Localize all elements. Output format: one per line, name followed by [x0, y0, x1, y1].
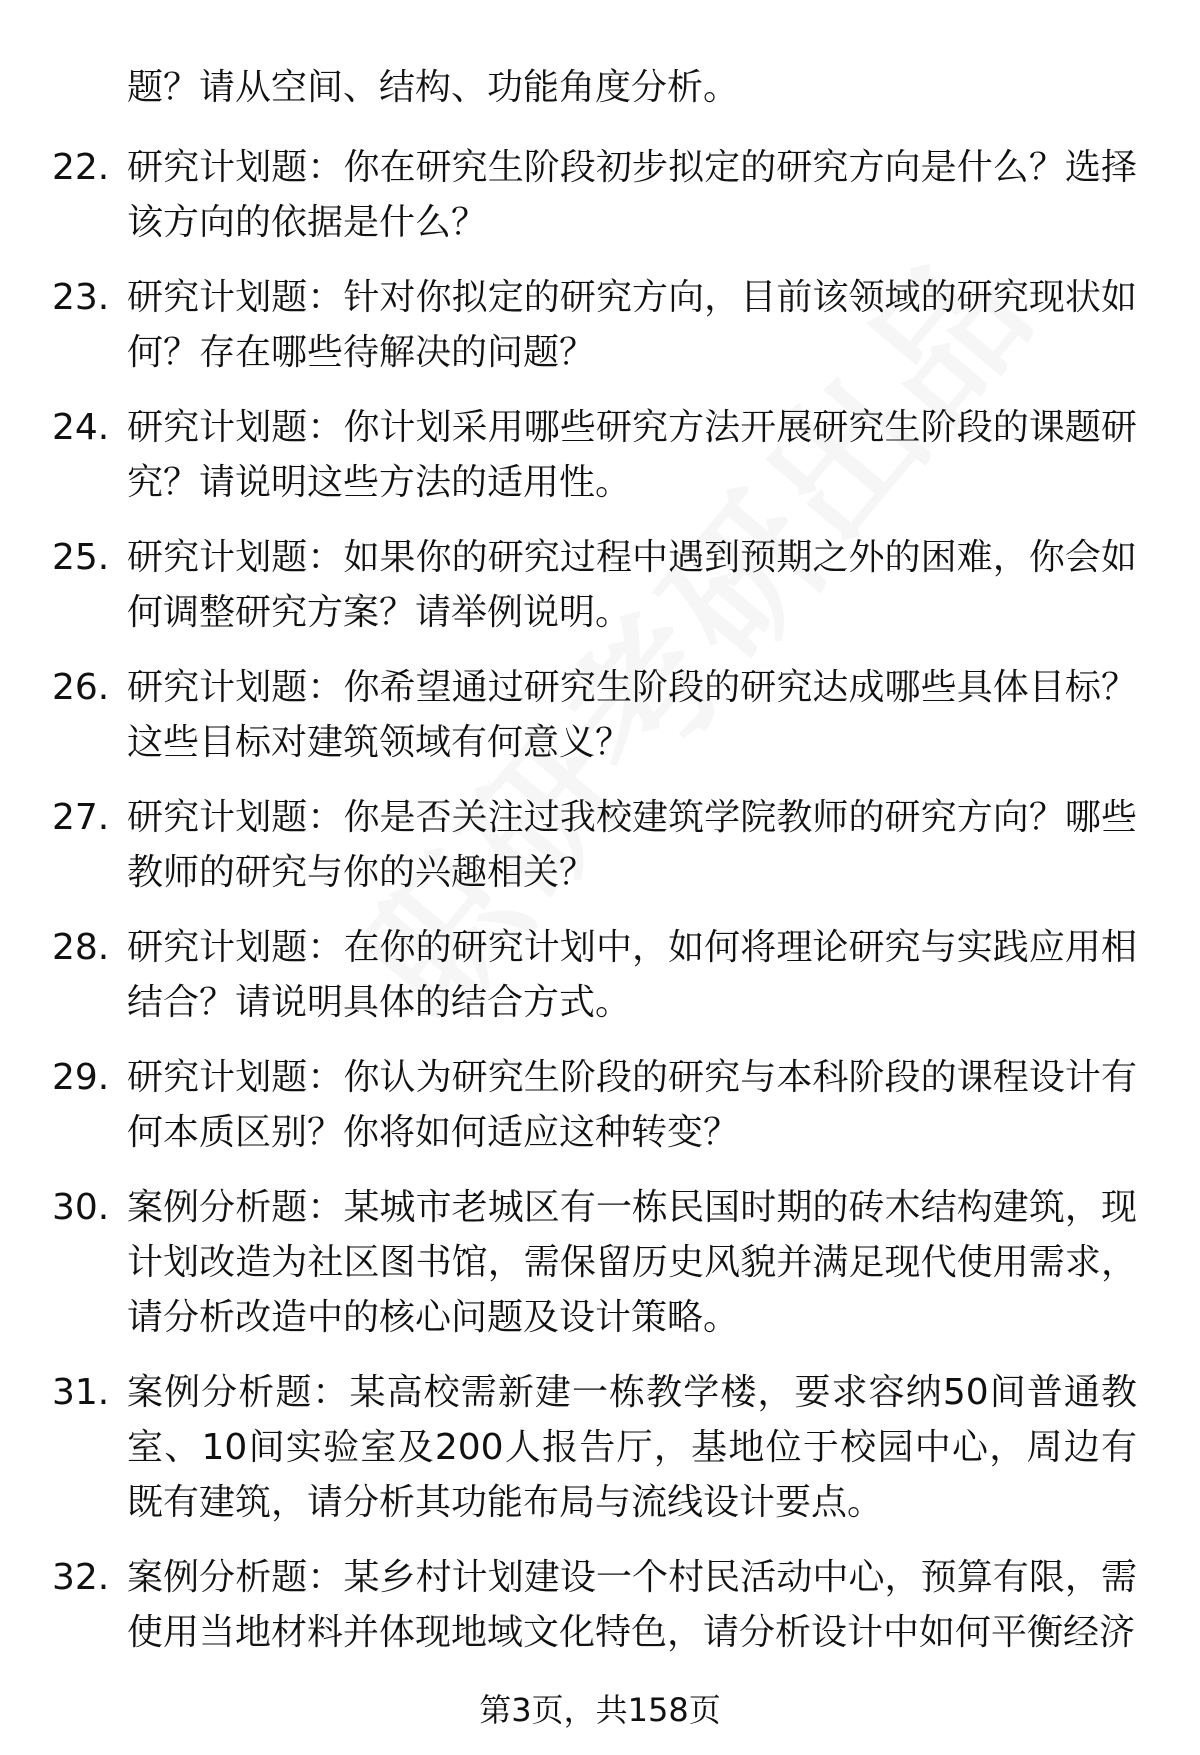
question-number: 27.: [52, 797, 110, 838]
question-number: 32.: [52, 1557, 110, 1598]
question-item-25: [0, 530, 1200, 660]
question-item-22: [0, 140, 1200, 270]
question-number: 29.: [52, 1057, 110, 1098]
question-text: 案例分析题：某高校需新建一栋教学楼，要求容纳50间普通教室、10间实验室及200人报告厅，基地位于校园中心，周边有既有建筑，请分析其功能布局与流线设计要点。: [127, 1372, 1137, 1523]
page-footer: 第3页，共158页: [479, 1691, 721, 1729]
question-item-28: [0, 920, 1200, 1050]
question-number: 28.: [52, 927, 110, 968]
question-item-30: [0, 1180, 1200, 1365]
question-text: 研究计划题：你在研究生阶段初步拟定的研究方向是什么？选择该方向的依据是什么？: [127, 147, 1137, 243]
question-item-31: [0, 1365, 1200, 1550]
question-item-27: [0, 790, 1200, 920]
question-text: 研究计划题：你是否关注过我校建筑学院教师的研究方向？哪些教师的研究与你的兴趣相关？: [127, 797, 1137, 893]
question-number: 23.: [52, 277, 110, 318]
question-number: 22.: [52, 147, 110, 188]
question-text: 研究计划题：你计划采用哪些研究方法开展研究生阶段的课题研究？请说明这些方法的适用性。: [127, 407, 1137, 503]
previous-question-continuation: 题？请从空间、结构、功能角度分析。: [127, 67, 740, 108]
question-text: 案例分析题：某城市老城区有一栋民国时期的砖木结构建筑，现计划改造为社区图书馆，需保留历史风貌并满足现代使用需求，请分析改造中的核心问题及设计策略。: [127, 1187, 1137, 1338]
question-text: 研究计划题：在你的研究计划中，如何将理论研究与实践应用相结合？请说明具体的结合方式。: [127, 927, 1137, 1023]
question-number: 26.: [52, 667, 110, 708]
question-list: [0, 140, 1200, 1680]
question-text: 研究计划题：针对你拟定的研究方向，目前该领域的研究现状如何？存在哪些待解决的问题？: [127, 277, 1137, 373]
question-item-23: [0, 270, 1200, 400]
question-text: 研究计划题：你希望通过研究生阶段的研究达成哪些具体目标？这些目标对建筑领域有何意义？: [127, 667, 1137, 763]
question-item-29: [0, 1050, 1200, 1180]
question-number: 31.: [52, 1372, 110, 1413]
question-text: 研究计划题：如果你的研究过程中遇到预期之外的困难，你会如何调整研究方案？请举例说明。: [127, 537, 1137, 633]
question-item-26: [0, 660, 1200, 790]
question-item-32: [0, 1550, 1200, 1680]
question-number: 30.: [52, 1187, 110, 1228]
question-text: 研究计划题：你认为研究生阶段的研究与本科阶段的课程设计有何本质区别？你将如何适应这种转变？: [127, 1057, 1137, 1153]
question-item-24: [0, 400, 1200, 530]
question-text: 案例分析题：某乡村计划建设一个村民活动中心，预算有限，需使用当地材料并体现地域文化特色，请分析设计中如何平衡经济: [127, 1557, 1137, 1653]
question-number: 24.: [52, 407, 110, 448]
question-number: 25.: [52, 537, 110, 578]
